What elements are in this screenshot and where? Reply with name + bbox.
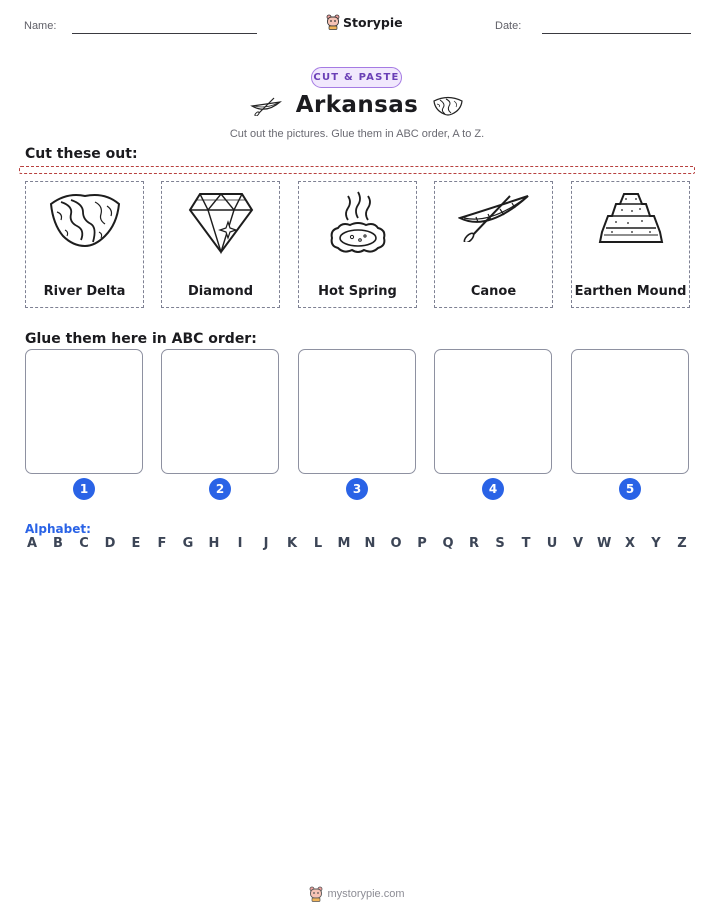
alphabet-letter: M [337,536,351,551]
hot-spring-icon [328,190,388,258]
order-number-3: 3 [346,478,368,500]
river-delta-icon [432,94,464,116]
alphabet-letter: C [79,536,89,551]
alphabet-letter: E [131,536,141,551]
alphabet-letter: R [468,536,479,551]
alphabet-letter: L [313,536,323,551]
name-label: Name: [24,20,57,32]
alphabet-letter: F [157,536,167,551]
card-label: Hot Spring [318,284,397,299]
glue-box-2[interactable] [161,349,279,474]
alphabet-letter: P [417,536,427,551]
alphabet-letter: O [390,536,402,551]
river-delta-icon [47,190,123,250]
alphabet-letter: D [104,536,116,551]
card-label: Earthen Mound [574,284,687,299]
footer-url[interactable]: mystorypie.com [327,888,405,900]
card-label: River Delta [43,284,126,299]
earthen-mound-icon [596,190,666,250]
cut-card-hot-spring[interactable] [298,181,417,308]
cut-card-earthen-mound[interactable] [571,181,690,308]
brand-logo [326,14,403,30]
glue-heading: Glue them here in ABC order: [25,331,257,347]
date-label: Date: [495,20,522,32]
glue-box-5[interactable] [571,349,689,474]
order-number-5: 5 [619,478,641,500]
alphabet-letter: N [364,536,376,551]
cut-card-river-delta[interactable] [25,181,144,308]
alphabet-letter: S [495,536,505,551]
cut-heading: Cut these out: [25,146,138,162]
order-number-2: 2 [209,478,231,500]
name-line[interactable] [72,33,257,34]
order-number-4: 4 [482,478,504,500]
cut-card-diamond[interactable] [161,181,280,308]
glue-box-4[interactable] [434,349,552,474]
alphabet-letter: K [286,536,298,551]
alphabet-letter: V [572,536,584,551]
alphabet-letter: W [597,536,612,551]
brand-name: Storypie [343,14,403,30]
cut-paste-badge: CUT & PASTE [311,67,402,88]
glue-box-1[interactable] [25,349,143,474]
alphabet-letter: U [546,536,558,551]
alphabet-letter: Z [677,536,687,551]
storypie-mascot-icon [309,886,323,902]
card-label: Diamond [187,284,254,299]
canoe-icon [250,94,282,116]
cut-line [19,166,695,174]
alphabet-letter: Y [651,536,661,551]
date-line[interactable] [542,33,691,34]
canoe-icon [458,190,530,242]
order-number-1: 1 [73,478,95,500]
alphabet-letter: H [208,536,220,551]
footer [0,886,714,902]
diamond-icon [186,190,256,256]
alphabet-letter: G [182,536,194,551]
title-row [0,92,714,118]
glue-box-3[interactable] [298,349,416,474]
alphabet-letter: T [521,536,531,551]
alphabet-letter: X [624,536,636,551]
alphabet-row [25,536,689,551]
alphabet-heading: Alphabet: [25,522,91,536]
alphabet-letter: B [53,536,63,551]
instructions: Cut out the pictures. Glue them in ABC order, A to Z. [229,128,485,140]
page-title: Arkansas [295,92,419,118]
cut-card-canoe[interactable] [434,181,553,308]
alphabet-letter: Q [442,536,454,551]
storypie-mascot-icon [326,14,340,30]
alphabet-letter: I [237,536,243,551]
card-label: Canoe [470,284,517,299]
alphabet-letter: J [263,536,269,551]
alphabet-letter: A [26,536,38,551]
